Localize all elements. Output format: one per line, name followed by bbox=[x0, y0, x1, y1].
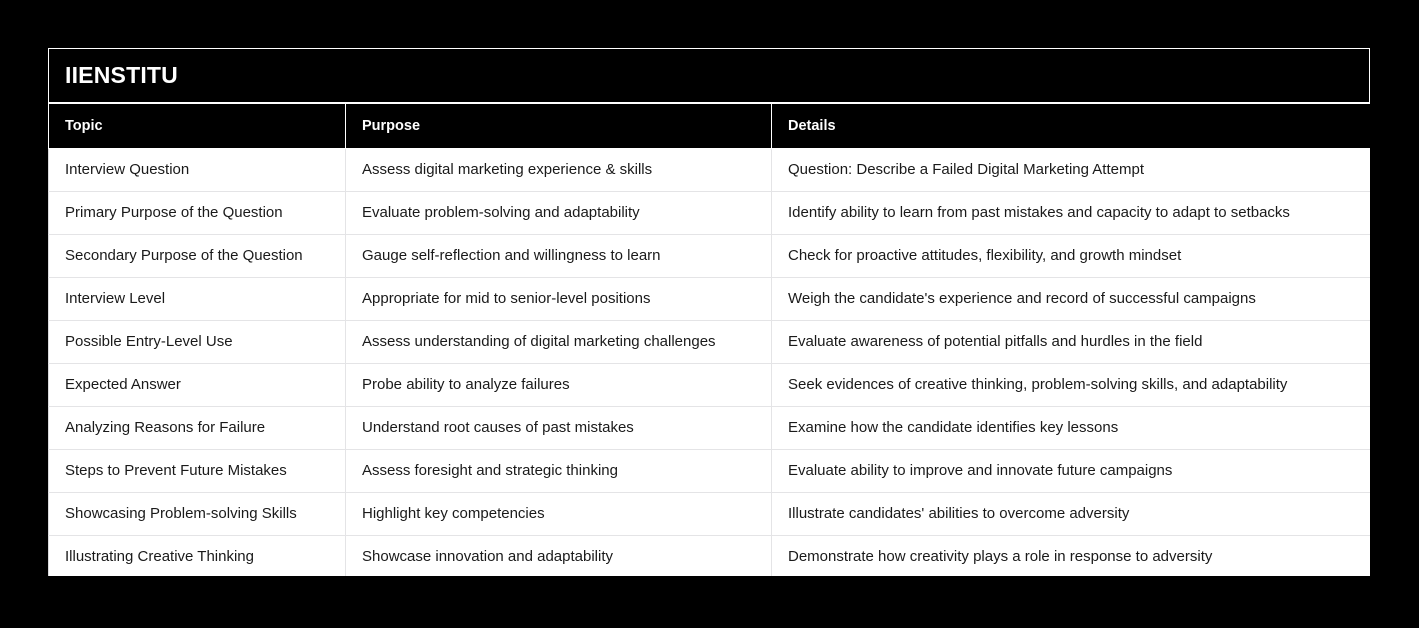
table-row bbox=[49, 407, 1371, 450]
table-row bbox=[49, 364, 1371, 407]
cell-topic: Steps to Prevent Future Mistakes bbox=[49, 450, 346, 493]
cell-details: Examine how the candidate identifies key lessons bbox=[772, 407, 1371, 450]
cell-purpose: Probe ability to analyze failures bbox=[346, 364, 772, 407]
column-header-topic[interactable]: Topic bbox=[49, 104, 346, 149]
cell-purpose: Gauge self-reflection and willingness to learn bbox=[346, 235, 772, 278]
cell-details: Question: Describe a Failed Digital Marketing Attempt bbox=[772, 149, 1371, 192]
cell-details: Evaluate awareness of potential pitfalls and hurdles in the field bbox=[772, 321, 1371, 364]
table-row bbox=[49, 149, 1371, 192]
table-card bbox=[48, 48, 1370, 576]
interview-question-table bbox=[48, 103, 1370, 576]
brand-title: IIENSTITU bbox=[65, 62, 178, 88]
column-header-details[interactable]: Details bbox=[772, 104, 1371, 149]
brand-header bbox=[48, 48, 1370, 103]
cell-topic: Illustrating Creative Thinking bbox=[49, 536, 346, 577]
table-header-row bbox=[49, 104, 1371, 149]
cell-purpose: Assess digital marketing experience & skills bbox=[346, 149, 772, 192]
table-row bbox=[49, 321, 1371, 364]
cell-purpose: Assess foresight and strategic thinking bbox=[346, 450, 772, 493]
cell-purpose: Assess understanding of digital marketing challenges bbox=[346, 321, 772, 364]
table-row bbox=[49, 235, 1371, 278]
cell-details: Check for proactive attitudes, flexibility, and growth mindset bbox=[772, 235, 1371, 278]
cell-details: Evaluate ability to improve and innovate future campaigns bbox=[772, 450, 1371, 493]
table-row bbox=[49, 493, 1371, 536]
cell-topic: Possible Entry-Level Use bbox=[49, 321, 346, 364]
cell-topic: Showcasing Problem-solving Skills bbox=[49, 493, 346, 536]
cell-purpose: Showcase innovation and adaptability bbox=[346, 536, 772, 577]
cell-details: Identify ability to learn from past mistakes and capacity to adapt to setbacks bbox=[772, 192, 1371, 235]
cell-topic: Analyzing Reasons for Failure bbox=[49, 407, 346, 450]
cell-details: Weigh the candidate's experience and record of successful campaigns bbox=[772, 278, 1371, 321]
cell-purpose: Evaluate problem-solving and adaptability bbox=[346, 192, 772, 235]
table-body bbox=[49, 149, 1371, 577]
cell-topic: Expected Answer bbox=[49, 364, 346, 407]
cell-topic: Interview Level bbox=[49, 278, 346, 321]
cell-purpose: Understand root causes of past mistakes bbox=[346, 407, 772, 450]
table-row bbox=[49, 450, 1371, 493]
cell-topic: Primary Purpose of the Question bbox=[49, 192, 346, 235]
cell-topic: Secondary Purpose of the Question bbox=[49, 235, 346, 278]
cell-topic: Interview Question bbox=[49, 149, 346, 192]
table-row bbox=[49, 192, 1371, 235]
cell-details: Illustrate candidates' abilities to overcome adversity bbox=[772, 493, 1371, 536]
table-row bbox=[49, 536, 1371, 577]
table-header bbox=[49, 104, 1371, 149]
cell-details: Demonstrate how creativity plays a role in response to adversity bbox=[772, 536, 1371, 577]
cell-purpose: Appropriate for mid to senior-level positions bbox=[346, 278, 772, 321]
cell-details: Seek evidences of creative thinking, problem-solving skills, and adaptability bbox=[772, 364, 1371, 407]
cell-purpose: Highlight key competencies bbox=[346, 493, 772, 536]
table-row bbox=[49, 278, 1371, 321]
column-header-purpose[interactable]: Purpose bbox=[346, 104, 772, 149]
